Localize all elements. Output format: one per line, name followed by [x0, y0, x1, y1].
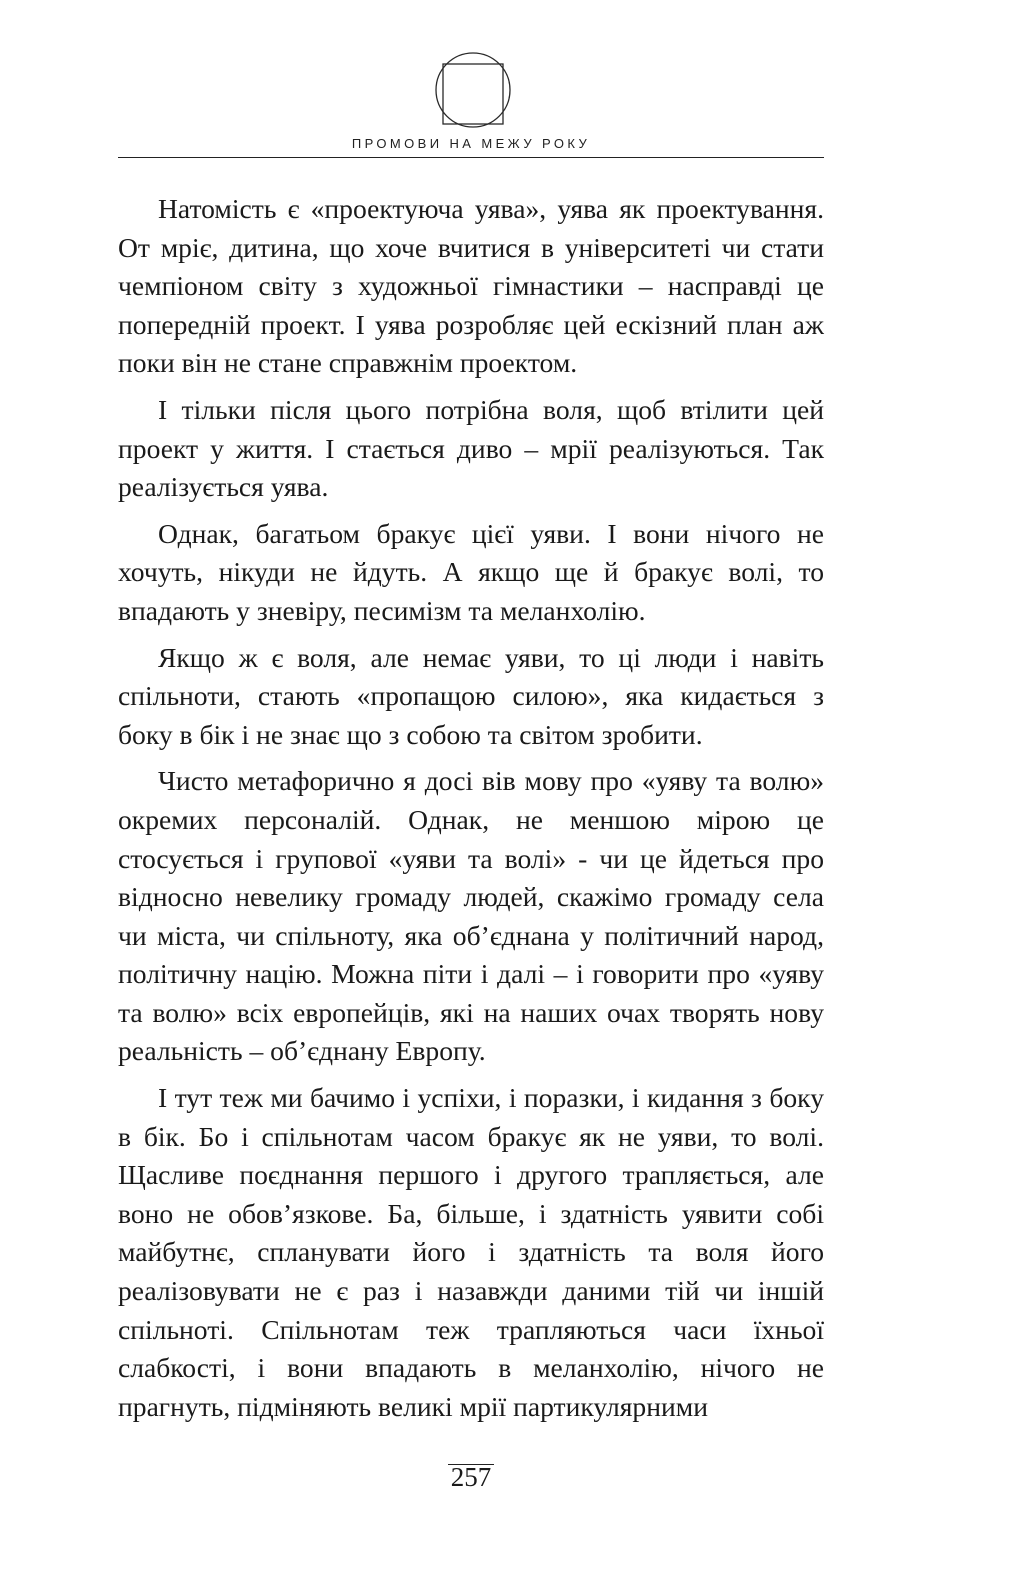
body-text — [118, 190, 824, 1426]
circle-square-emblem-icon — [433, 50, 513, 130]
paragraph-4: Якщо ж є воля, але немає уяви, то ці люди і навіть спільноти, стають «пропащою силою», яка кидається з боку в бік і не знає що з собою та світом зробити. — [118, 641, 824, 750]
header-divider — [118, 157, 824, 158]
page-number: 257 — [450, 1462, 492, 1492]
paragraph-1: Натомість є «проектуюча уява», уява як проектування. От мріє, дитина, що хоче вчитися в університеті чи стати чемпіоном світу з художньої гімнастики – насправді це попередній проект. І уява розробляє цей ескізний план аж поки він не стане справжнім проектом. — [118, 193, 824, 379]
paragraph-2: І тільки після цього потрібна воля, щоб втілити цей проект у життя. І стається диво – мрії реалізуються. Так реалізується уява. — [118, 393, 824, 503]
paragraph-3: Однак, багатьом бракує цієї уяви. І вони нічого не хочуть, нікуди не йдуть. А якщо ще й бракує волі, то впадають у зневіру, песимізм та меланхолію. — [118, 517, 824, 626]
paragraph-5: Чисто метафорично я досі вів мову про «уяву та волю» окремих персоналій. Однак, не меншою мірою це стосується і групової «уяви та волі» - чи це йдеться про відносно невелику громаду людей, скажімо громаду села чи міста, чи спільноту, яка об’єднана у політичний народ, політичну націю. Можна піти і далі – і говорити про «уяву та волю» всіх европейців, які на наших очах творять нову реальність – об’єднану Европу. — [118, 765, 824, 1067]
paragraph-6: І тут теж ми бачимо і успіхи, і поразки, і кидання з боку в бік. Бо і спільнотам часом бракує як не уяви, то волі. Щасливе поєднання першого і другого трапляється, але воно не обов’язкове. Ба, більше, і здатність уявити собі майбутнє, спланувати його і здатність та воля його реалізовувати не є раз і назавжди даними тій чи іншій спільноті. Спільнотам теж трапляються часи їхньої слабкості, і вони впадають в меланхолію, нічого не прагнуть, підміняють великі мрії партикулярними — [118, 1082, 824, 1422]
running-header-title: ПРОМОВИ НА МЕЖУ РОКУ — [351, 136, 591, 151]
